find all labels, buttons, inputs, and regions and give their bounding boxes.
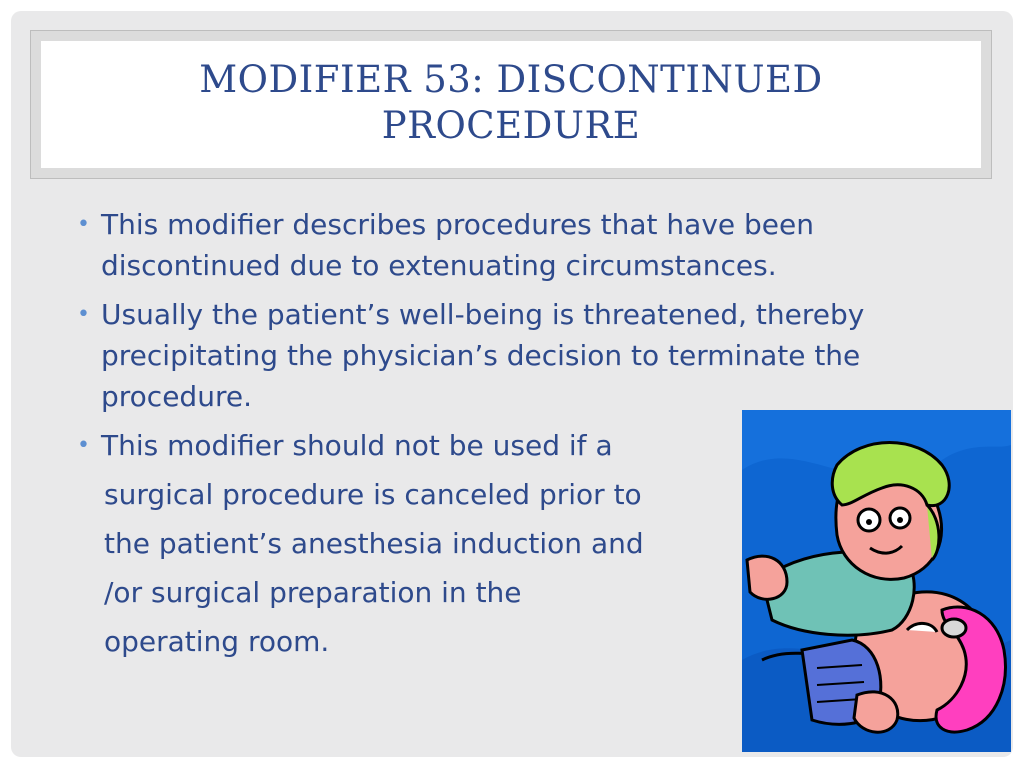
- bullet-dot-icon: •: [77, 212, 90, 237]
- bullet-text: Usually the patient’s well-being is threatened, thereby precipitating the physician’s decision to terminate the procedure.: [101, 298, 865, 413]
- title-line-1: MODIFIER 53: DISCONTINUED: [199, 58, 823, 101]
- title-line-2: PROCEDURE: [381, 104, 641, 147]
- continuation-line: surgical procedure is canceled prior to: [104, 478, 642, 511]
- bullet-item: [69, 204, 969, 286]
- continuation-line: /or surgical preparation in the: [104, 576, 522, 609]
- title-box: [41, 41, 981, 168]
- continuation-line: operating room.: [104, 625, 330, 658]
- slide: [11, 11, 1013, 757]
- bullet-dot-icon: •: [77, 433, 90, 458]
- bullet-text: This modifier should not be used if a: [101, 429, 613, 462]
- bullet-dot-icon: •: [77, 302, 90, 327]
- continuation-line: the patient’s anesthesia induction and: [104, 527, 644, 560]
- doctor-resuscitating-patient-clipart-icon: [742, 410, 1011, 752]
- slide-title: [41, 57, 981, 149]
- bullet-text: This modifier describes procedures that have been discontinued due to extenuating circumstances.: [101, 208, 815, 282]
- bullet-item: [69, 294, 969, 417]
- title-frame: [30, 30, 992, 179]
